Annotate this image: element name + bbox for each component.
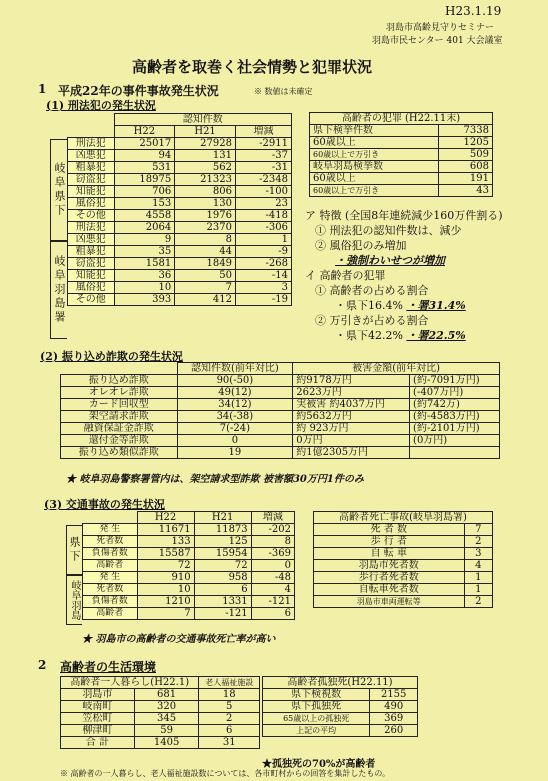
traffic-ken-label: 県下 [66,525,82,575]
lonely-row [263,713,418,725]
death-row-cell: 自 転 車 [314,548,465,560]
fraud-row-cell: オレオレ詐欺 [61,387,178,399]
hashima-row-cell: 7 [175,282,236,294]
traffic-hashima-row-cell: 1331 [194,596,251,608]
fraud-row [61,411,500,423]
gifu-label: 岐阜県下 [50,139,67,241]
hashima-row [68,270,292,282]
traffic-ken-row-cell: 死者数 [83,536,138,548]
victim-row-cell: 県下検挙件数 [310,125,439,137]
traffic-hashima-row-cell: 負傷者数 [83,596,138,608]
lonely-row-cell: 県下検視数 [263,689,370,701]
death-row [314,560,493,572]
fraud-row-cell: 振り込め詐欺 [61,375,178,387]
feature-b1a: ・県下16.4% [335,299,403,312]
fraud-col2: 被害金額(前年対比) [293,363,500,375]
feature-b2: ② 万引きが占める割合 [315,314,429,327]
victim-row [310,125,493,137]
death-row-cell: 1 [464,572,492,584]
traffic-hashima-row [83,584,295,596]
gifu-row-cell: 風俗犯 [68,198,115,210]
gifu-row [68,150,292,162]
gifu-row-cell: 刑法犯 [68,138,115,150]
lonely-row [263,689,418,701]
crime-heading: (1) 刑法犯の発生状況 [46,99,156,112]
crime-table [67,113,292,306]
feature-b1: ① 高齢者の占める割合 [315,284,429,297]
hashima-row-cell: 50 [175,270,236,282]
traffic-ken-row [83,548,295,560]
death-row-cell: 羽島市車両運転等 [314,596,465,608]
traffic-note: ★ 羽島市の高齢者の交通事故死亡率が高い [82,634,276,645]
death-row-cell: 自転車死者数 [314,584,465,596]
death-row-cell: 4 [464,560,492,572]
traffic-col-diff: 増減 [251,512,294,524]
traffic-hashima-row-cell: 死者数 [83,584,138,596]
living-row-cell: 岐南町 [61,701,135,713]
death-row-cell: 2 [464,596,492,608]
victim-row-cell: 191 [438,173,492,185]
fraud-row-cell: カード回収型 [61,399,178,411]
death-row-cell: 歩行者死者数 [314,572,465,584]
section-1-heading: 平成22年の事件事故発生状況 [58,84,219,98]
hashima-row-cell: 知能犯 [68,270,115,282]
fraud-row-cell: (約-4583万円) [410,411,500,423]
living-row-cell: 合 計 [61,737,135,749]
gifu-row-cell: -31 [235,162,291,174]
fraud-row-cell: 49(12) [177,387,293,399]
section-2-num: 2 [38,658,47,672]
living-row-cell: 31 [199,737,260,749]
traffic-hashima-row-cell: 高齢者 [83,608,138,620]
hashima-row-cell: 10 [114,282,175,294]
fraud-row-cell [410,447,500,459]
gifu-row-cell: 94 [114,150,175,162]
fraud-row-cell: 7(-24) [177,423,293,435]
hashima-row-cell: 3 [235,282,291,294]
death-row [314,572,493,584]
fraud-row-cell: 実被害 約4037万円 [293,399,410,411]
traffic-ken-row-cell: 高齢者 [83,560,138,572]
victim-row [310,149,493,161]
living-row [61,689,260,701]
traffic-ken-row-cell: 72 [137,560,194,572]
feature-b2b: ・署22.5% [406,329,466,342]
lonely-row-cell: 490 [370,701,418,713]
fraud-row-cell: 90(-50) [177,375,293,387]
fraud-row-cell: 34(12) [177,399,293,411]
hashima-row-cell: 粗暴犯 [68,246,115,258]
gifu-row [68,210,292,222]
traffic-ken-row [83,536,295,548]
fraud-row-cell: 約 923万円 [293,423,410,435]
traffic-heading: (3) 交通事故の発生状況 [44,498,165,511]
hashima-row-cell: 1 [235,234,291,246]
fraud-row [61,375,500,387]
hashima-label: 岐阜羽島署 [50,241,67,339]
living-row-cell: 2 [199,713,260,725]
gifu-row-cell: -100 [235,186,291,198]
fraud-row-cell: 0万円 [293,435,410,447]
traffic-hashima-row-cell: -48 [251,572,294,584]
gifu-row-cell: 1976 [175,210,236,222]
gifu-row-cell: 562 [175,162,236,174]
traffic-ken-row-cell: 15587 [137,548,194,560]
living-row [61,713,260,725]
victim-heading: 高齢者の犯罪 (H22.11末) [310,113,493,125]
date: H23.1.19 [445,4,502,18]
hashima-row-cell: 393 [114,294,175,306]
traffic-hashima-row [83,608,295,620]
traffic-ken-row-cell: 発 生 [83,524,138,536]
fraud-row [61,435,500,447]
traffic-hashima-row-cell: 1210 [137,596,194,608]
hashima-row-cell: 2064 [114,222,175,234]
living-row-cell: 18 [199,689,260,701]
fraud-table [60,362,500,459]
fraud-row-cell: 約1億2305万円 [293,447,410,459]
hashima-row [68,258,292,270]
feature-a2: ② 風俗犯のみ増加 [315,239,407,252]
feature-a2b: ・強制わいせつが増加 [335,254,445,267]
fraud-row-cell: 19 [177,447,293,459]
page-title: 高齢者を取巻く社会情勢と犯罪状況 [132,58,373,76]
gifu-row-cell: -418 [235,210,291,222]
traffic-hashima-row-cell: 7 [137,608,194,620]
living-row-cell: 柳津町 [61,725,135,737]
victim-row [310,173,493,185]
traffic-hashima-row [83,596,295,608]
hashima-row-cell: 412 [175,294,236,306]
hashima-row [68,282,292,294]
traffic-ken-row [83,524,295,536]
hashima-row-cell: 風俗犯 [68,282,115,294]
fraud-heading: (2) 振り込め詐欺の発生状況 [40,350,183,363]
victim-row-cell: 60歳以上 [310,137,439,149]
gifu-row [68,186,292,198]
living-row-cell: 6 [199,725,260,737]
gifu-row [68,138,292,150]
victim-row-cell: 60歳以上で万引き [310,185,439,197]
org-line-1: 羽島市高齢見守りセミナー [386,23,495,33]
death-row [314,584,493,596]
victim-table [309,112,493,197]
traffic-ken-row-cell: -202 [251,524,294,536]
traffic-hashima-row-cell: 6 [251,608,294,620]
gifu-row-cell: 131 [175,150,236,162]
hashima-row-cell: -268 [235,258,291,270]
traffic-ken-row-cell: 0 [251,560,294,572]
hashima-row-cell: 1581 [114,258,175,270]
lonely-row-cell: 260 [370,725,418,737]
hashima-row-cell: 2370 [175,222,236,234]
death-row-cell: 死 者 数 [314,524,465,536]
hashima-row-cell: 36 [114,270,175,282]
living-row-cell: 羽島市 [61,689,135,701]
gifu-row-cell: 凶悪犯 [68,150,115,162]
hashima-row-cell: 44 [175,246,236,258]
hashima-row-cell: -19 [235,294,291,306]
traffic-hashima-row-cell: -121 [251,596,294,608]
gifu-row-cell: -37 [235,150,291,162]
feature-b1b: ・署31.4% [406,299,466,312]
hashima-row-cell: -14 [235,270,291,282]
death-row-cell: 7 [464,524,492,536]
traffic-hashima-row-cell: 4 [251,584,294,596]
fraud-row-cell: (約-7091万円) [410,375,500,387]
traffic-hashima-label: 岐阜羽島 [66,575,82,625]
crime-col-diff: 増減 [235,126,291,138]
gifu-row-cell: 21323 [175,174,236,186]
hashima-row [68,246,292,258]
traffic-ken-row-cell: -369 [251,548,294,560]
lonely-row-cell: 369 [370,713,418,725]
death-row-cell: 2 [464,536,492,548]
lonely-row [263,725,418,737]
traffic-hashima-row-cell: -121 [194,608,251,620]
death-row-cell: 羽島市死者数 [314,560,465,572]
feature-b: イ 高齢者の犯罪 [305,269,386,282]
traffic-ken-row-cell: 負傷者数 [83,548,138,560]
crime-col-h21: H21 [175,126,236,138]
hashima-row-cell: 1849 [175,258,236,270]
lonely-row-cell: 65歳以上の孤独死 [263,713,370,725]
death-row [314,536,493,548]
traffic-ken-row-cell: 72 [194,560,251,572]
living-row-cell: 320 [134,701,199,713]
death-table [313,511,493,608]
death-row-cell: 3 [464,548,492,560]
gifu-row-cell: その他 [68,210,115,222]
lonely-row-cell: 県下孤独死 [263,701,370,713]
feature-a1: ① 刑法犯の認知件数は、減少 [315,224,462,237]
traffic-hashima-row [83,572,295,584]
lonely-row [263,701,418,713]
living-row-cell: 5 [199,701,260,713]
victim-row-cell: 岐阜羽島検挙数 [310,161,439,173]
fraud-row-cell: 約9178万円 [293,375,410,387]
section-1-note: ※ 数値は未確定 [254,87,313,96]
fraud-row-cell: (-407万円) [410,387,500,399]
victim-row [310,161,493,173]
gifu-row-cell: 806 [175,186,236,198]
gifu-row-cell: 130 [175,198,236,210]
hashima-row-cell: その他 [68,294,115,306]
victim-row-cell: 608 [438,161,492,173]
gifu-row [68,174,292,186]
traffic-ken-row-cell: 133 [137,536,194,548]
living-row-cell: 1405 [134,737,199,749]
death-row [314,548,493,560]
fraud-note: ★ 岐阜羽島警察署管内は、架空請求型詐欺 被害額30万円1件のみ [66,474,364,485]
traffic-col-h21: H21 [194,512,251,524]
traffic-hashima-row-cell: 発 生 [83,572,138,584]
gifu-row-cell: 706 [114,186,175,198]
traffic-ken-row-cell: 15954 [194,548,251,560]
gifu-row-cell: 4558 [114,210,175,222]
fraud-row [61,447,500,459]
gifu-row-cell: 23 [235,198,291,210]
fraud-row-cell: 2623万円 [293,387,410,399]
living-table [60,676,260,749]
living-row-cell: 笠松町 [61,713,135,725]
victim-row-cell: 60歳以上 [310,173,439,185]
gifu-row [68,162,292,174]
traffic-col-h22: H22 [137,512,194,524]
hashima-row-cell: 窃盗犯 [68,258,115,270]
hashima-row-cell: 35 [114,246,175,258]
section-2-heading: 高齢者の生活環境 [60,660,157,674]
fraud-col1: 認知件数(前年対比) [177,363,293,375]
traffic-hashima-row-cell: 910 [137,572,194,584]
section-1-num: 1 [38,82,47,96]
lonely-row-cell: 上記の平均 [263,725,370,737]
living-row [61,725,260,737]
org-line-2: 羽島市民センター 401 大会議室 [372,36,503,46]
fraud-row-cell: 振り込め類似詐欺 [61,447,178,459]
living-row-cell: 59 [134,725,199,737]
gifu-row-cell: 知能犯 [68,186,115,198]
living-row-cell: 681 [134,689,199,701]
traffic-ken-row-cell: 8 [251,536,294,548]
gifu-row-cell: 27928 [175,138,236,150]
lonely-row-cell: 2155 [370,689,418,701]
traffic-hashima-row-cell: 958 [194,572,251,584]
traffic-hashima-row-cell: 6 [194,584,251,596]
living-row [61,737,260,749]
gifu-row-cell: 153 [114,198,175,210]
death-row-cell: 歩 行 者 [314,536,465,548]
hashima-row-cell: -306 [235,222,291,234]
traffic-ken-row-cell: 11873 [194,524,251,536]
footnote: ※ 高齢者の一人暮らし、老人福祉施設数については、各市町村からの回答を集計したもの。 [60,769,391,778]
victim-row [310,137,493,149]
victim-row-cell: 60歳以上で万引き [310,149,439,161]
living-row-cell: 345 [134,713,199,725]
hashima-row-cell: 9 [114,234,175,246]
death-row-cell: 1 [464,584,492,596]
fraud-row-cell: (0万円) [410,435,500,447]
fraud-row [61,399,500,411]
fraud-row-cell: 0 [177,435,293,447]
death-heading: 高齢者死亡事故(岐阜羽島署) [314,512,493,524]
traffic-ken-row [83,560,295,572]
hashima-row [68,234,292,246]
lonely-table [262,676,418,737]
gifu-row-cell: -2348 [235,174,291,186]
feature-b2a: ・県下42.2% [335,329,403,342]
victim-row [310,185,493,197]
death-row [314,596,493,608]
lonely-note: ★孤独死の70%が高齢者 [262,759,376,770]
feature-a: ア 特徴 (全国8年連続減少160万件割る) [305,209,503,222]
gifu-row [68,198,292,210]
victim-row-cell: 1205 [438,137,492,149]
fraud-row-cell: (約-2101万円) [410,423,500,435]
hashima-row [68,294,292,306]
victim-row-cell: 43 [438,185,492,197]
hashima-row-cell: 8 [175,234,236,246]
fraud-row-cell: 架空請求詐欺 [61,411,178,423]
hashima-row-cell: -9 [235,246,291,258]
gifu-row-cell: 25017 [114,138,175,150]
fraud-row [61,387,500,399]
hashima-row-cell: 刑法犯 [68,222,115,234]
lonely-heading: 高齢者孤独死(H22.11) [263,677,418,689]
gifu-row-cell: 18975 [114,174,175,186]
fraud-row [61,423,500,435]
traffic-ken-row-cell: 125 [194,536,251,548]
traffic-table [82,511,295,620]
fraud-row-cell: 還付金等詐欺 [61,435,178,447]
living-col1: 高齢者一人暮らし(H22.1) [61,677,199,689]
gifu-row-cell: 粗暴犯 [68,162,115,174]
victim-row-cell: 7338 [438,125,492,137]
death-row [314,524,493,536]
crime-col-h22: H22 [114,126,175,138]
fraud-row-cell: (約742万) [410,399,500,411]
hashima-row-cell: 凶悪犯 [68,234,115,246]
fraud-row-cell: 融資保証金詐欺 [61,423,178,435]
fraud-row-cell: 34(-38) [177,411,293,423]
living-row [61,701,260,713]
living-col2: 老人福祉施設 [199,677,260,689]
hashima-row [68,222,292,234]
gifu-row-cell: 531 [114,162,175,174]
fraud-row-cell: 約5632万円 [293,411,410,423]
traffic-hashima-row-cell: 10 [137,584,194,596]
gifu-row-cell: -2911 [235,138,291,150]
victim-row-cell: 509 [438,149,492,161]
traffic-ken-row-cell: 11671 [137,524,194,536]
gifu-row-cell: 窃盗犯 [68,174,115,186]
crime-col-group: 認知件数 [114,114,292,126]
